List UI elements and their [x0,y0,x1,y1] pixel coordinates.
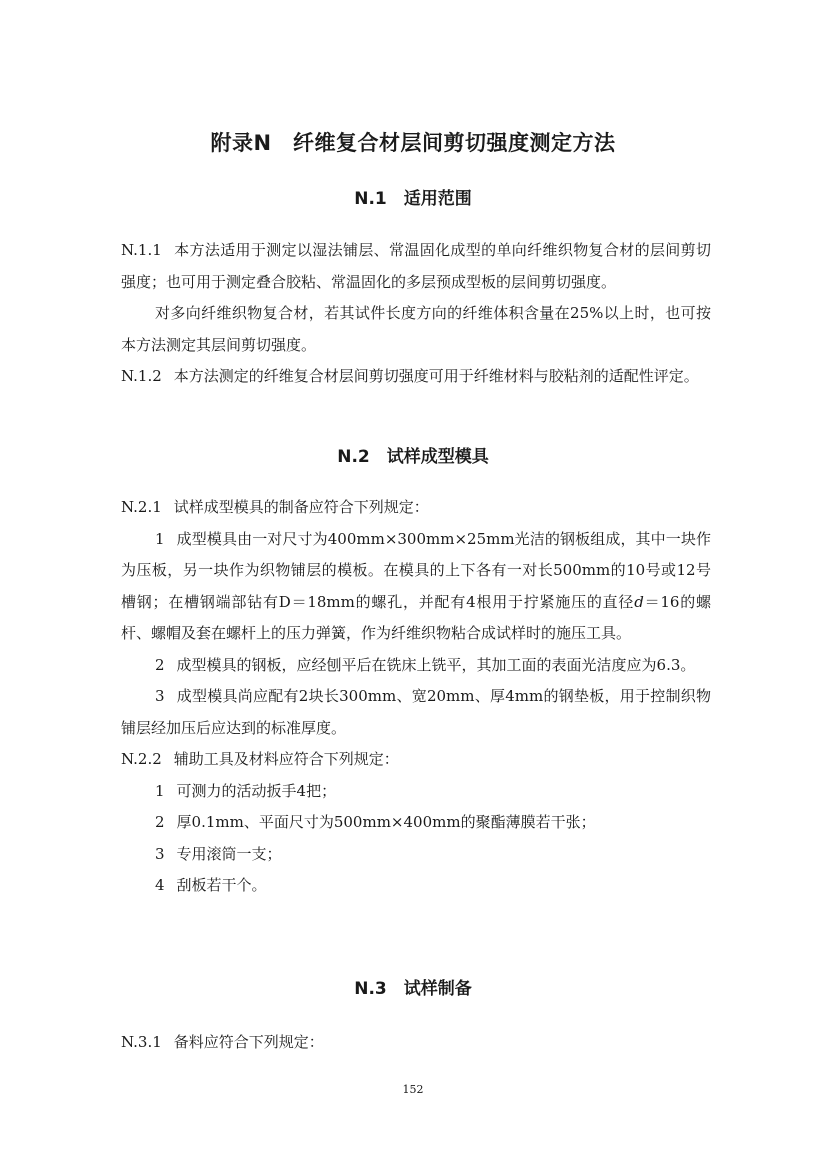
clause-number: N.2.2 [121,750,162,768]
item-text: 成型模具的钢板，应经刨平后在铣床上铣平，其加工面的表面光洁度应为6.3。 [176,655,696,674]
clause-text: 辅助工具及材料应符合下列规定： [173,750,399,768]
item-text-continued: ＝16的螺杆、螺帽及套在螺杆上的压力弹簧，作为纤维织物粘合成试样时的施压工具。 [121,592,711,642]
page-number: 152 [402,1083,424,1096]
clause-number: N.2.1 [121,498,162,516]
item-text: 刮板若干个。 [176,876,267,894]
section-heading-n2: N.2 试样成型模具 [337,447,489,467]
item-text: 厚0.1mm、平面尺寸为500mm×400mm的聚酯薄膜若干张； [176,813,596,831]
appendix-title: 附录N 纤维复合材层间剪切强度测定方法 [210,131,616,155]
list-item [121,681,711,744]
item-variable: d [634,592,644,611]
item-text: 成型模具尚应配有2块长300mm、宽20mm、厚4mm的钢垫板，用于控制织物铺层经加压后应达到的标准厚度。 [121,687,711,737]
clause-n3-1 [121,1027,711,1059]
clause-number: N.1.1 [121,241,162,259]
clause-text: 备料应符合下列规定： [173,1033,324,1051]
clause-number: N.3.1 [121,1033,162,1051]
section-body-n2 [121,492,711,902]
clause-text: 本方法测定的纤维复合材层间剪切强度可用于纤维材料与胶粘剂的适配性评定。 [173,367,699,385]
section-body-n1 [121,235,711,393]
list-item [121,776,711,808]
section-body-n3 [121,1027,711,1059]
item-text: 可测力的活动扳手4把； [176,781,337,800]
section-heading-n1: N.1 适用范围 [354,189,472,209]
item-number: 1 [155,529,165,548]
clause-n1-2 [121,361,711,393]
list-item [121,807,711,839]
item-number: 4 [155,876,165,894]
clause-n2-1 [121,492,711,524]
item-text: 成型模具由一对尺寸为400mm×300mm×25mm光洁的钢板组成，其中一块作为压板，另一块作为织物铺层的模板。在模具的上下各有一对长500mm的10号或12号槽钢；在槽钢端部钻有D＝18mm的螺孔，并配有4根用于拧紧施压的直径 [121,529,711,611]
item-number: 2 [155,813,165,831]
item-number: 2 [155,655,165,674]
item-number: 1 [155,781,165,800]
section-heading-n3: N.3 试样制备 [354,979,472,999]
clause-n2-2 [121,744,711,776]
clause-text: 本方法适用于测定以湿法铺层、常温固化成型的单向纤维织物复合材的层间剪切强度；也可用于测定叠合胶粘、常温固化的多层预成型板的层间剪切强度。 [121,241,711,291]
list-item [121,839,711,871]
clause-n1-1 [121,235,711,298]
clause-number: N.1.2 [121,367,162,385]
clause-n1-1-paragraph: 对多向纤维织物复合材，若其试件长度方向的纤维体积含量在25%以上时，也可按本方法测定其层间剪切强度。 [121,304,711,354]
clause-text: 试样成型模具的制备应符合下列规定： [173,498,429,516]
list-item [121,650,711,682]
item-text: 专用滚筒一支； [176,844,282,863]
item-number: 3 [155,844,165,863]
list-item [121,870,711,902]
list-item [121,524,711,650]
item-number: 3 [155,687,165,705]
